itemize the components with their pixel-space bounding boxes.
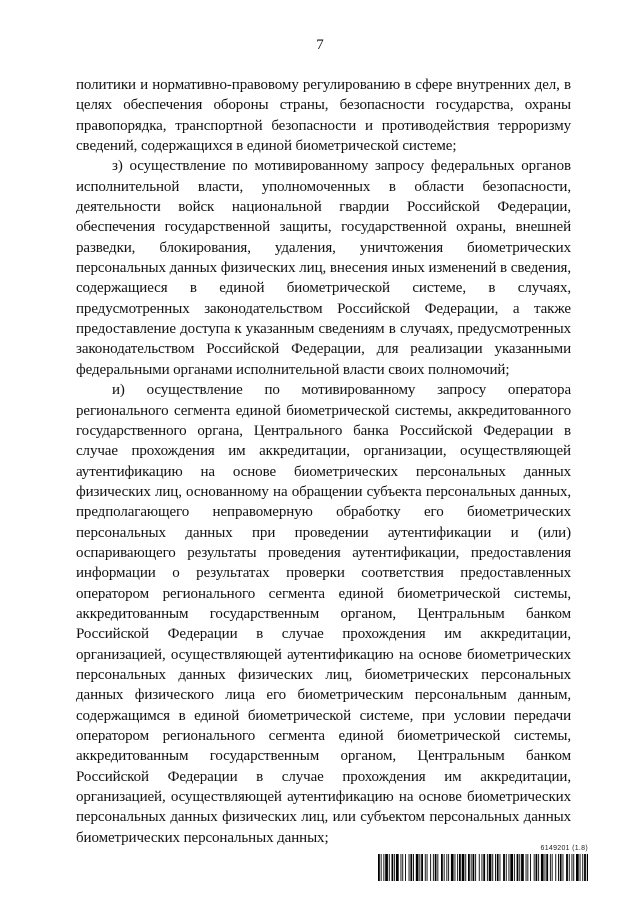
barcode-bar — [492, 854, 493, 881]
barcode-bar — [381, 854, 382, 881]
barcode-bar — [446, 854, 447, 881]
barcode-bar — [514, 854, 515, 881]
barcode-bar — [552, 854, 553, 881]
barcode-bar — [550, 854, 551, 881]
barcode-bar — [402, 854, 403, 881]
barcode-bar — [385, 854, 388, 881]
barcode-bar — [405, 854, 406, 881]
barcode-bar — [587, 854, 588, 881]
barcode-bar — [538, 854, 539, 881]
barcode-bar — [521, 854, 524, 881]
barcode-bar — [541, 854, 544, 881]
barcode-bar — [425, 854, 426, 881]
barcode-bar — [580, 854, 581, 881]
barcode-bar — [503, 854, 505, 881]
barcode-bar — [419, 854, 420, 881]
barcode-bar — [433, 854, 434, 881]
barcode-bar — [479, 854, 480, 881]
barcode-bar — [471, 854, 472, 881]
barcode-bar — [482, 854, 483, 881]
barcode-bar — [536, 854, 538, 881]
barcode-bar — [572, 854, 573, 881]
barcode-bar — [396, 854, 399, 881]
barcode-bar — [489, 854, 492, 881]
paragraph-item-z: з) осуществление по мотивированному запросу федеральных органов исполнительной власти, уполномоченных в области безопасности, деятельности войск национальной гвардии Российской Федерации, обеспечения государственной защиты, государственной охраны, внешней разведки, блокирования, удаления, уничтожения биометрических персональных данных физических лиц, внесения иных изменений в сведения, содержащиеся в единой биометрической системе, в случаях, предусмотренных законодательством Российской Федерации, а также предоставление доступа к указанным сведениям в случаях, предусмотренных законодательством Российской Федерации, для реализации указанными федеральными органами исполнительной власти своих полномочий; — [76, 158, 571, 378]
barcode-bar — [459, 854, 461, 881]
barcode-bar — [451, 854, 454, 881]
barcode-bar — [437, 854, 438, 881]
barcode-bar — [378, 854, 380, 881]
barcode-bar — [389, 854, 390, 881]
document-body — [76, 75, 571, 848]
barcode-bar — [462, 854, 465, 881]
barcode-bar — [506, 854, 507, 881]
barcode-bar — [582, 854, 583, 881]
barcode-bar — [394, 854, 395, 881]
barcode-bar — [584, 854, 586, 881]
barcode-bar — [465, 854, 466, 881]
paragraph-item-i: и) осуществление по мотивированному запросу оператора регионального сегмента единой биометрической системы, аккредитованного государственного органа, Центрального банка Российской Федерации в случае прохождения им аккредитации, организации, осуществляющей аутентификацию на основе биометрических персональных данных физических лиц, основанному на обращении субъекта персональных данных, предполагающего неправомерную обработку его биометрических персональных данных при проведении аутентификации и (или) оспаривающего результаты проведения аутентификации, предоставления информации о результатах проверки соответствия предоставленных оператором регионального сегмента единой биометрической системы, аккредитованным государственным органом, Центральным банком Российской Федерации в случае прохождения им аккредитации, организацией, осуществляющей аутентификацию на основе биометрических персональных данных физических лиц, биометрических персональных данных физического лица его биометрическим персональным данным, содержащимся в единой биометрической системе, при условии передачи оператором регионального сегмента единой биометрической системы, аккредитованным государственным органом, Центральным банком Российской Федерации в случае прохождения им аккредитации, организацией, осуществляющей аутентификацию на основе биометрических персональных данных физических лиц, или субъектом персональных данных биометрических персональных данных; — [76, 382, 571, 846]
barcode-bar — [430, 854, 431, 881]
barcode-bar — [401, 854, 402, 881]
paragraph-continuation: политики и нормативно-правовому регулированию в сфере внутренних дел, в целях обеспечения обороны страны, безопасности государства, охраны правопорядка, транспортной безопасности и противодействия терроризму сведений, содержащихся в единой биометрической системе; — [76, 77, 571, 155]
barcode-bar — [448, 854, 449, 881]
barcode-bar — [517, 854, 519, 881]
barcode-bar — [416, 854, 419, 881]
barcode-bar — [473, 854, 475, 881]
barcode-bar — [475, 854, 476, 881]
barcode-bar — [421, 854, 423, 881]
barcode-bar — [441, 854, 443, 881]
barcode-bar — [427, 854, 428, 881]
document-code: 6149201 (1.8) — [540, 845, 588, 852]
barcode-bar — [555, 854, 556, 881]
barcode-bar — [573, 854, 574, 881]
barcode-bar — [546, 854, 548, 881]
barcode-bar — [455, 854, 456, 881]
barcode-bar — [409, 854, 410, 881]
barcode-bar — [560, 854, 562, 881]
barcode-bar — [383, 854, 384, 881]
barcode-bar — [495, 854, 496, 881]
barcode-icon — [378, 854, 588, 881]
barcode-bar — [519, 854, 520, 881]
barcode-bar — [500, 854, 501, 881]
barcode-bar — [457, 854, 458, 881]
barcode-bar — [569, 854, 570, 881]
barcode-bar — [497, 854, 499, 881]
barcode-bar — [530, 854, 531, 881]
barcode-bar — [392, 854, 394, 881]
barcode-bar — [566, 854, 568, 881]
barcode-bar — [483, 854, 485, 881]
barcode-bar — [563, 854, 564, 881]
barcode-bar — [468, 854, 470, 881]
barcode-bar — [576, 854, 579, 881]
barcode-bar — [487, 854, 488, 881]
barcode-bar — [534, 854, 535, 881]
barcode-bar — [545, 854, 546, 881]
barcode-bar — [410, 854, 412, 881]
barcode-bar — [435, 854, 437, 881]
barcode-bar — [558, 854, 559, 881]
barcode-bar — [510, 854, 513, 881]
barcode-bar — [527, 854, 528, 881]
barcode-bar — [509, 854, 510, 881]
barcode-bar — [444, 854, 445, 881]
page-number: 7 — [316, 37, 324, 53]
barcode-bar — [413, 854, 414, 881]
barcode-bar — [526, 854, 527, 881]
